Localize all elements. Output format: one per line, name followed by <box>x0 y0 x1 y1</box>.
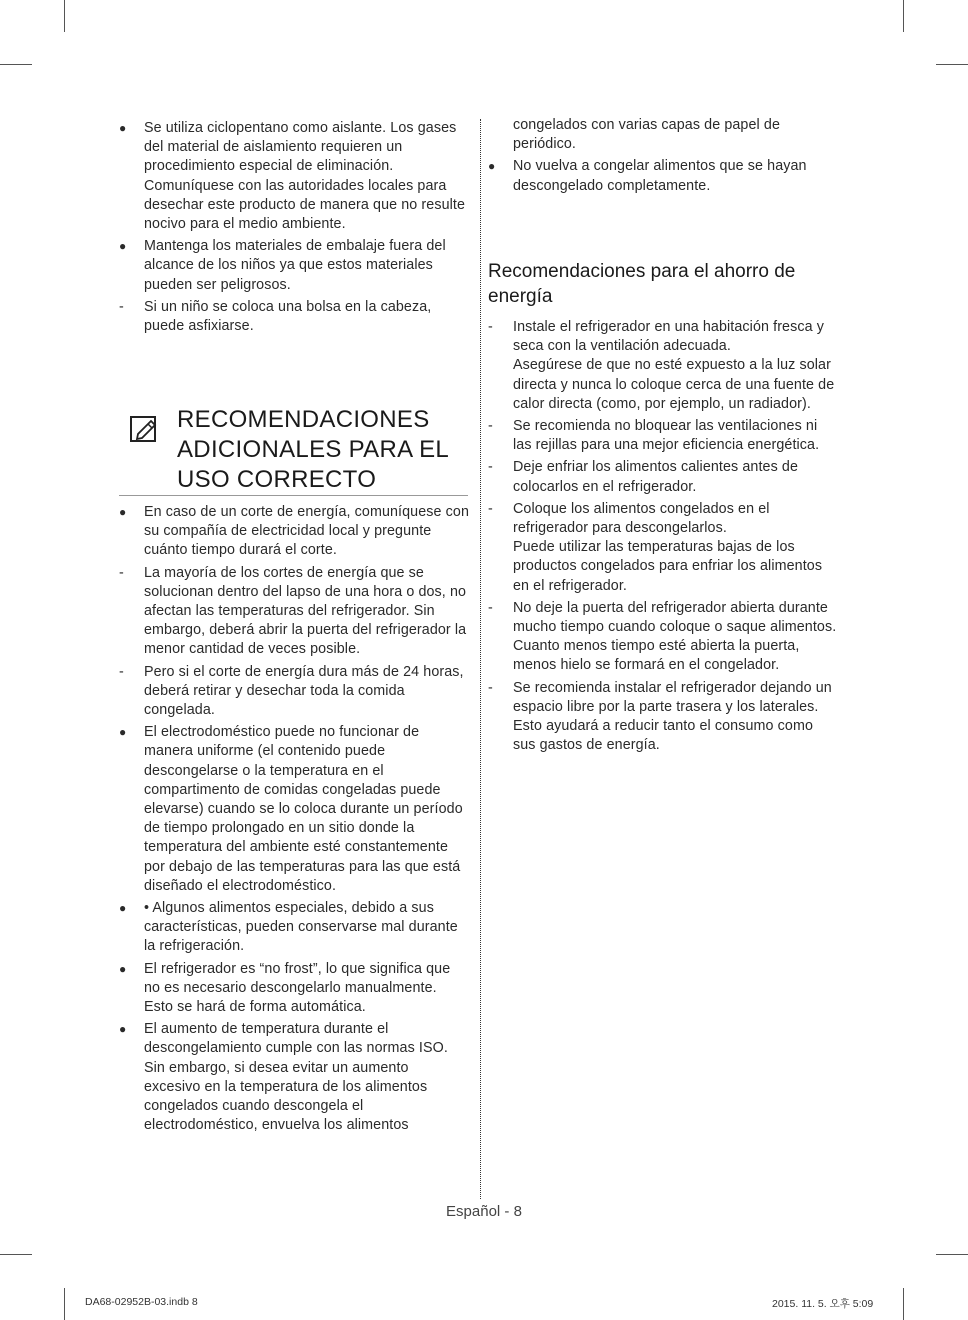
list-item <box>119 1059 469 1136</box>
crop-mark <box>0 1254 32 1255</box>
list-item-text: La mayoría de los cortes de energía que se solucionan dentro del lapso de una hora o dos, no afectan las temperaturas del refrigerador. Sin embargo, deberá abrir la puerta del refrigerador la menor cantidad de veces posible. <box>144 564 467 658</box>
list-item-text: No deje la puerta del refrigerador abierta durante mucho tiempo cuando coloque o saque alimentos. <box>513 599 837 636</box>
bullet-marker: ● <box>119 725 127 740</box>
list-item <box>119 298 469 336</box>
list-item <box>119 503 469 561</box>
list-item-text: Asegúrese de que no esté expuesto a la luz solar directa y nunca lo coloque cerca de una fuente de calor directa (como, por ejemplo, un radiador). <box>513 357 835 412</box>
list-item-text: Se utiliza ciclopentano como aislante. Los gases del material de aislamiento requieren un procedimiento especial de eliminación. Comuníquese con las autoridades locales para desechar este producto de manera que no resulte nocivo para el medio ambiente. <box>144 120 466 233</box>
bullet-marker: ● <box>488 159 496 174</box>
section-title-line: ADICIONALES PARA EL <box>177 436 450 463</box>
dash-marker: - <box>488 599 493 616</box>
list-item <box>488 599 838 637</box>
list-item <box>119 564 469 660</box>
list-item-text: En caso de un corte de energía, comuníquese con su compañía de electricidad local y pregunte cuánto tiempo durará el corte. <box>144 504 470 559</box>
column-divider <box>480 119 481 1199</box>
left-column-top-list <box>119 119 469 339</box>
crop-mark <box>936 64 968 65</box>
list-item-text: congelados con varias capas de papel de periódico. <box>513 117 780 153</box>
list-item <box>488 116 838 154</box>
list-item <box>119 119 469 234</box>
crop-mark <box>64 0 65 32</box>
bullet-marker: ● <box>119 121 127 135</box>
list-item-text: Mantenga los materiales de embalaje fuera del alcance de los niños ya que estos materiales pueden ser peligrosos. <box>144 238 446 293</box>
list-item <box>488 318 838 356</box>
list-item <box>119 899 469 957</box>
dash-marker: - <box>488 418 493 435</box>
dash-marker: - <box>488 459 493 476</box>
right-column-main-list <box>488 318 838 758</box>
list-item <box>488 538 838 596</box>
list-item-text: El electrodoméstico puede no funcionar de manera uniforme (el contenido puede descongelarse o la temperatura en el compartimento de comidas congeladas puede elevarse) cuando se lo coloca durante un período de tiempo prolongado en un sitio donde la temperatura del ambiente esté constantemente por debajo de las temperaturas para las que está diseñado el electrodoméstico. <box>144 724 463 894</box>
list-item-text: Se recomienda no bloquear las ventilaciones ni las rejillas para una mejor eficiencia energética. <box>513 418 820 454</box>
note-pencil-icon <box>129 415 159 445</box>
section-title <box>177 405 449 495</box>
list-item-text: No vuelva a congelar alimentos que se hayan descongelado completamente. <box>513 158 807 194</box>
bullet-marker: ● <box>119 961 127 976</box>
left-column-main-list <box>119 503 469 1139</box>
bullet-marker: ● <box>119 1022 127 1037</box>
list-item-text: Cuanto menos tiempo esté abierta la puerta, menos hielo se formará en el congelador. <box>513 638 800 674</box>
list-item-text: Instale el refrigerador en una habitación fresca y seca con la ventilación adecuada. <box>513 319 824 355</box>
dash-marker: - <box>488 319 493 335</box>
list-item <box>119 1020 469 1058</box>
dash-marker: - <box>119 298 124 315</box>
dash-marker: - <box>488 500 493 517</box>
dash-marker: - <box>488 679 493 696</box>
section-heading <box>119 405 468 496</box>
right-column-top-list <box>488 119 838 199</box>
crop-mark <box>903 0 904 32</box>
list-item <box>488 679 838 756</box>
energy-saving-heading: Recomendaciones para el ahorro de energía <box>488 261 796 307</box>
section-title-line: RECOMENDACIONES <box>177 406 430 433</box>
list-item-text: Pero si el corte de energía dura más de 24 horas, deberá retirar y desechar toda la comida congelada. <box>144 663 464 719</box>
crop-mark <box>936 1254 968 1255</box>
list-item <box>119 723 469 896</box>
list-item <box>488 417 838 455</box>
list-item-text: Puede utilizar las temperaturas bajas de los productos congelados para enfriar los alimentos en el refrigerador. <box>513 539 823 594</box>
list-item <box>488 356 838 414</box>
list-item-text: • Algunos alimentos especiales, debido a sus características, pueden conservarse mal durante la refrigeración. <box>144 900 458 955</box>
list-item <box>488 458 838 496</box>
list-item-text: Coloque los alimentos congelados en el refrigerador para descongelarlos. <box>513 500 770 537</box>
section-title-line: USO CORRECTO <box>177 466 377 493</box>
dash-marker: - <box>119 663 124 680</box>
list-item-text: El refrigerador es “no frost”, lo que significa que no es necesario descongelarlo manualmente. Esto se hará de forma automática. <box>144 960 451 1016</box>
list-item-text: Se recomienda instalar el refrigerador dejando un espacio libre por la parte trasera y los laterales. Esto ayudará a reducir tanto el consumo como sus gastos de energía. <box>513 679 832 754</box>
crop-mark <box>903 1288 904 1320</box>
bullet-marker: ● <box>119 901 127 916</box>
dash-marker: - <box>119 564 124 581</box>
list-item-text: El aumento de temperatura durante el descongelamiento cumple con las normas ISO. <box>144 1021 448 1057</box>
footer-timestamp: 2015. 11. 5. 오후 5:09 <box>772 1298 874 1310</box>
list-item <box>119 960 469 1018</box>
list-item <box>119 663 469 721</box>
list-item-text: Deje enfriar los alimentos calientes antes de colocarlos en el refrigerador. <box>513 459 799 495</box>
list-item <box>488 500 838 538</box>
crop-mark <box>64 1288 65 1320</box>
crop-mark <box>0 64 32 65</box>
list-item <box>119 237 469 295</box>
bullet-marker: ● <box>119 239 127 254</box>
list-item <box>488 157 838 195</box>
page-number: Español - 8 <box>446 1203 522 1220</box>
list-item <box>488 637 838 675</box>
list-item-text: Sin embargo, si desea evitar un aumento excesivo en la temperatura de los alimentos congelados cuando descongela el electrodoméstico, envuelva los alimentos <box>144 1059 428 1134</box>
list-item-text: Si un niño se coloca una bolsa en la cabeza, puede asfixiarse. <box>144 298 432 335</box>
bullet-marker: ● <box>119 505 127 519</box>
footer-file-info: DA68-02952B-03.indb 8 <box>85 1296 198 1308</box>
